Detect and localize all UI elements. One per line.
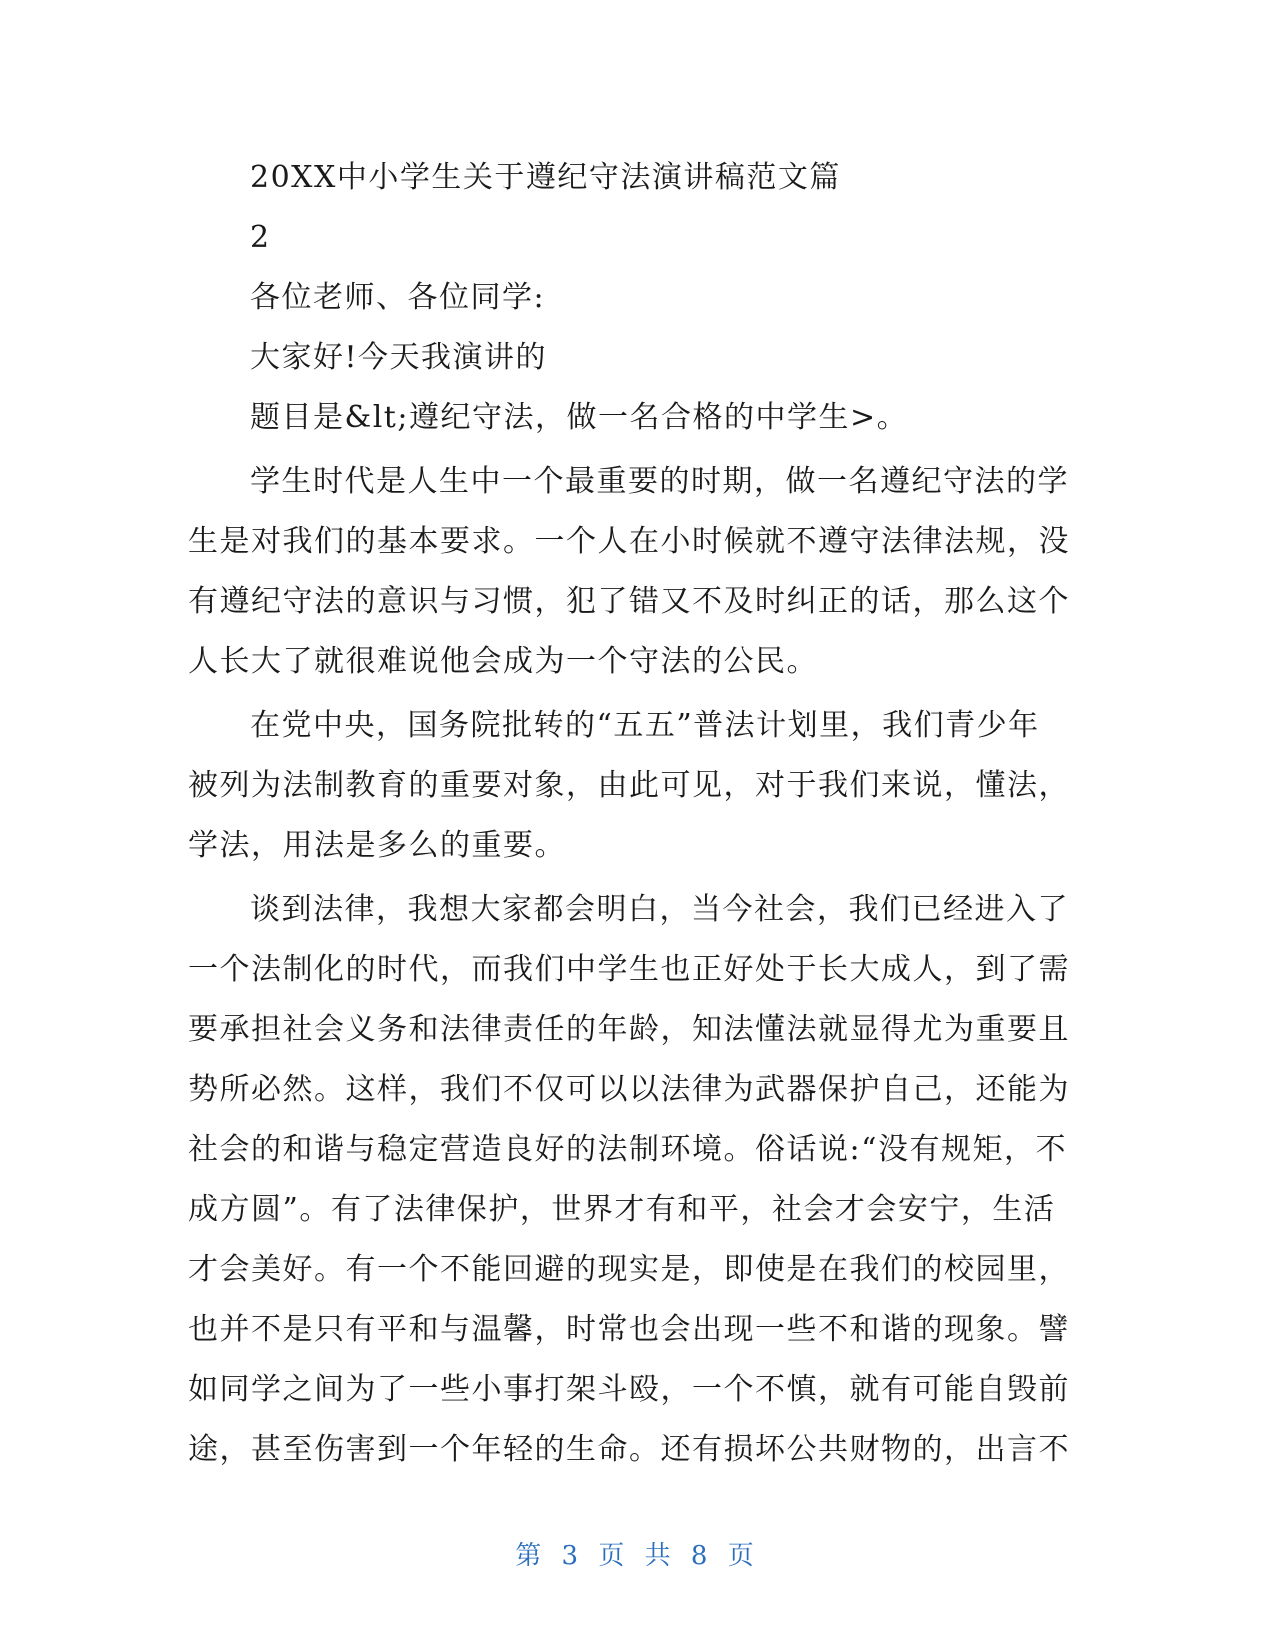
paragraph-line: 有遵纪守法的意识与习惯，犯了错又不及时纠正的话，那么这个 xyxy=(188,584,1070,619)
paragraph-line: 学法，用法是多么的重要。 xyxy=(188,828,566,863)
paragraph-2 xyxy=(188,696,1068,876)
salutation: 各位老师、各位同学: xyxy=(250,280,546,315)
paragraph-line: 被列为法制教育的重要对象，由此可见，对于我们来说，懂法， xyxy=(188,768,1070,803)
paragraph-line: 在党中央，国务院批转的“五五”普法计划里，我们青少年 xyxy=(250,708,1040,743)
document-title-number: 2 xyxy=(250,220,271,255)
speech-topic: 题目是&lt;遵纪守法，做一名合格的中学生>。 xyxy=(250,400,909,435)
paragraph-line: 一个法制化的时代，而我们中学生也正好处于长大成人，到了需 xyxy=(188,952,1070,987)
paragraph-line: 学生时代是人生中一个最重要的时期，做一名遵纪守法的学 xyxy=(250,464,1069,499)
paragraph-line: 要承担社会义务和法律责任的年龄，知法懂法就显得尤为重要且 xyxy=(188,1012,1070,1047)
paragraph-line: 才会美好。有一个不能回避的现实是，即使是在我们的校园里， xyxy=(188,1252,1070,1287)
paragraph-line: 社会的和谐与稳定营造良好的法制环境。俗话说:“没有规矩，不 xyxy=(188,1132,1067,1167)
paragraph-line: 谈到法律，我想大家都会明白，当今社会，我们已经进入了 xyxy=(250,892,1069,927)
paragraph-line: 也并不是只有平和与温馨，时常也会出现一些不和谐的现象。譬 xyxy=(188,1312,1070,1347)
greeting: 大家好!今天我演讲的 xyxy=(250,340,548,375)
paragraph-line: 势所必然。这样，我们不仅可以以法律为武器保护自己，还能为 xyxy=(188,1072,1070,1107)
paragraph-3 xyxy=(188,880,1068,1480)
paragraph-line: 如同学之间为了一些小事打架斗殴，一个不慎，就有可能自毁前 xyxy=(188,1372,1070,1407)
paragraph-line: 人长大了就很难说他会成为一个守法的公民。 xyxy=(188,644,818,679)
paragraph-line: 途，甚至伤害到一个年轻的生命。还有损坏公共财物的，出言不 xyxy=(188,1432,1070,1467)
page-number-footer: 第 3 页 共 8 页 xyxy=(515,1541,760,1571)
paragraph-line: 生是对我们的基本要求。一个人在小时候就不遵守法律法规，没 xyxy=(188,524,1070,559)
document-title: 20XX中小学生关于遵纪守法演讲稿范文篇 xyxy=(250,160,841,195)
paragraph-line: 成方圆”。有了法律保护，世界才有和平，社会才会安宁，生活 xyxy=(188,1192,1056,1227)
document-body xyxy=(188,148,1068,1480)
paragraph-1 xyxy=(188,452,1068,692)
